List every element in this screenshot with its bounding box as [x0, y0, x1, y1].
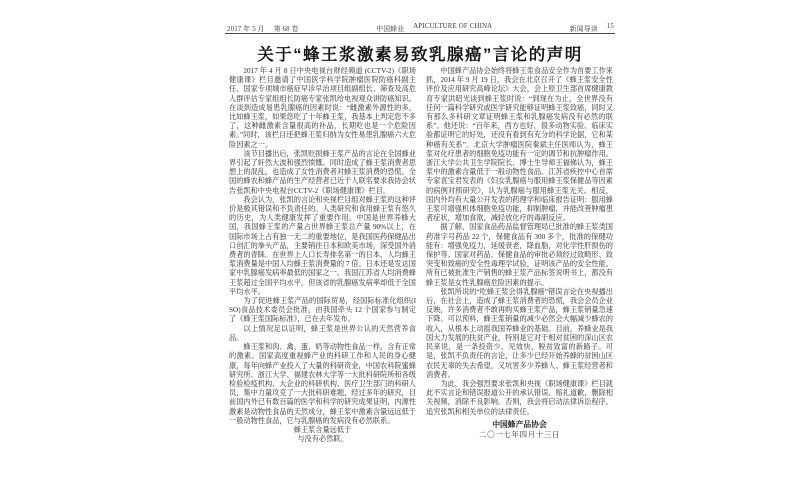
- paragraph: 为此，我会强烈要求张凯和央视《职场健康课》栏目就此不实言论和错误报道公开的承认错误、赔礼道歉，删除相关视频，消除不良影响。否则，我会将启动法律诉讼程序，追究张凯和相关单位的法律责任。: [426, 379, 613, 416]
- header-volume: 第 68 卷: [273, 26, 299, 33]
- header-left: [227, 23, 299, 33]
- paragraph: 中国蜂产品协会始终将蜂王浆食品安全作为首要工作来抓，2014 年 9 月 19 日，我会在北京召开了《蜂王浆安全性评价及应用研究高峰论坛》大会，会上原卫生部首席健康教育专家洪昭光谈到蜂王浆时说：“到现在为止，全世界没有任何一篇科学研究或医学研究能够证明蜂王浆致癌，同时又有那么多科研文章证明蜂王浆和乳腺癌发病没有必然的联系”。他还说：“百年来，西方也好，很多动物实验、临床实验都证明它的好处，还没有看到有充分的科学论据，它和某种癌有关系”。北京大学肿瘤医院秦斌主任医师认为，蜂王浆对化疗患者的细胞免疫功能有一定的调节和抗肿瘤作用。浙江大学公共卫生学院院长、博士生导师王福俤认为，蜂王浆中的激素含量低于一般动物性食品。江苏省疾控中心首席专家袁宝君发表的《妇女乳腺癌与服用蜂王浆保健品等因素的病例对照研究》，认为乳腺癌与服用蜂王浆无关。相反，国内外均有大量公开发表的药理学和临床报告证明：服用蜂王浆可增强机体细胞免疫功能，抑制肿瘤，并能改善肿瘤患者症状，增加食欲，减轻放化疗的毒副反应。: [426, 67, 613, 223]
- paragraph: 以上情况足以证明，蜂王浆是世界公认的天然营养食品。: [229, 324, 416, 342]
- paragraph: 为了促进蜂王浆产品的国际贸易，经国际标准化组织(ISO)食品技术委员会批准，由我国牵头 12 个国家参与制定了《蜂王浆国际标准》，已在去年发布。: [229, 297, 416, 324]
- signature-date: 二〇一七年四月十三日: [479, 430, 560, 440]
- left-column: [229, 67, 416, 444]
- article-body: [229, 67, 613, 444]
- paragraph: 张凯所说的“吃蜂王浆会得乳腺癌”错误言论在央视播出后，在社会上，造成了蜂王浆消费者的恐慌，我会会员企业反映，许多消费者不敢再购买蜂王浆产品，蜂王浆销量急速下降。可以预料，蜂王浆销量的减少必然会大幅减少蜂农的收入，从根本上动摇我国养蜂业的基础。目前，养蜂业是我国大力发展的扶贫产业，特别是它对于相对贫困的深山区农民来说，是一条投资少、见效快、脱贫致富的新路子。可是，张凯不负责任的言论，让多少已经开始养蜂的贫困山区农民无辜的失去希望，又坑害多少养蜂人、蜂王浆经营者和消费者。: [426, 287, 613, 379]
- right-column: [426, 67, 613, 444]
- header-journal-en: APICULTURE OF CHINA: [413, 23, 493, 30]
- header-journal-cn: 中国蜂业: [376, 26, 405, 33]
- paragraph: 该节目播出后，张凯贬损蜂王浆产品的言论在全国蜂业界引起了轩然大波和强烈愤慨。同时造成了蜂王浆消费者思想上的混乱，也造成了女性消费者对蜂王浆消费的恐慌。全国的蜂农和蜂产品的生产经营者已近千人联名要求我协会状告张凯和中央电视台CCTV-2《职场健康课》栏目。: [229, 149, 416, 195]
- paragraph: 蜂王浆和肉、禽、蛋、奶等动物性食品一样，含有正常的激素。国家高度重视蜂产业的科研工作和人民的身心健康，每年向蜂产业投入了大量的科研资金，中国农科院蜜蜂研究所、浙江大学、福建农林大学等一大批科研院所和各级检验检疫机构、大企业的科研机构、医疗卫生部门的科研人员，集中力量攻克了一大批科研难题，经过多年的研究，目前国内外已有数百篇的医学和科学的研究成果证明，内源性激素是动物性食品的天然成分，蜂王浆中激素含量远远低于一般动物性食品，它与乳腺癌的发病没有必然联系。: [229, 343, 416, 425]
- article-title: 关于“蜂王浆激素易致乳腺癌”言论的声明: [257, 46, 583, 64]
- header-center: [376, 23, 492, 33]
- header-section: 新闻导读: [569, 26, 598, 33]
- paragraph: 2017 年 4 月 8 日中央电视台财经频道 (CCTV-2)《职场健康课》栏目邀请了中国医学科学院肿瘤医院防癌科副主任、国家专项城市癌症早诊早治项目组副组长、筛查及高危人群评估专家组组长防癌专家张凯给电视观众讲防癌知识。在谈到造成易患乳腺癌的因素时说：“雌激素外源性的多，比如蜂王浆，如果您吃了十年蜂王浆，我基本上判定您不多了，这种雌激素含量很高的补品，长期吃也是一个危险因素。”同时，该栏目还把蜂王浆归纳为女性易患乳腺癌六大危险因素之一。: [229, 67, 416, 149]
- paragraph: 据了解，国家食品药品监督管理局已批准的蜂王浆类国药准字号药品 22 个，保健食品有 300 多个，批准的保健功能有：增强免疫力，延缓衰老，降血脂，对化学性肝损伤的保护等。国家对药品、保健食品的审批必须经过致畸形、致突变和致癌的安全性毒理学试验，证明该产品的安全性能。所有已被批准生产销售的蜂王浆产品标签说明书上，都没有蜂王浆是女性乳腺癌危险因素的提示。: [426, 223, 613, 287]
- paragraph: 我会认为，张凯的言论和央视栏目组对蜂王浆的这种评价是极其错误和不负责任的。人类研究和食用蜂王浆有悠久的历史，为人类健康发挥了重要作用。中国是世界养蜂大国，我国蜂王浆的产量占世界蜂王浆总产量 90%以上，在国际市场上占有独一无二的重要地位，是我国医药保健品出口创汇的拳头产品，主要销往日本和欧美市场，深受国外消费者的青睐。在世界上人口长寿排名第一的日本，人均蜂王浆消费量是中国人均蜂王浆消费量的 7 倍。日本还是发达国家中乳腺癌发病率最低的国家之一。我国江苏省人均消费蜂王浆超过全国平均水平，但该省的乳腺癌发病率却低于全国平均水平。: [229, 195, 416, 296]
- signature: 中国蜂产品协会: [492, 419, 547, 429]
- header-right: [570, 23, 614, 33]
- header-date: 2017 年 5 月: [227, 26, 265, 33]
- page-header: [227, 23, 614, 33]
- header-rule: [225, 33, 615, 34]
- header-page-number: 15: [606, 23, 614, 30]
- fragment-line: 与没有必然联。: [297, 435, 348, 444]
- fragment-line: 蜂王浆含量远低于: [293, 425, 352, 434]
